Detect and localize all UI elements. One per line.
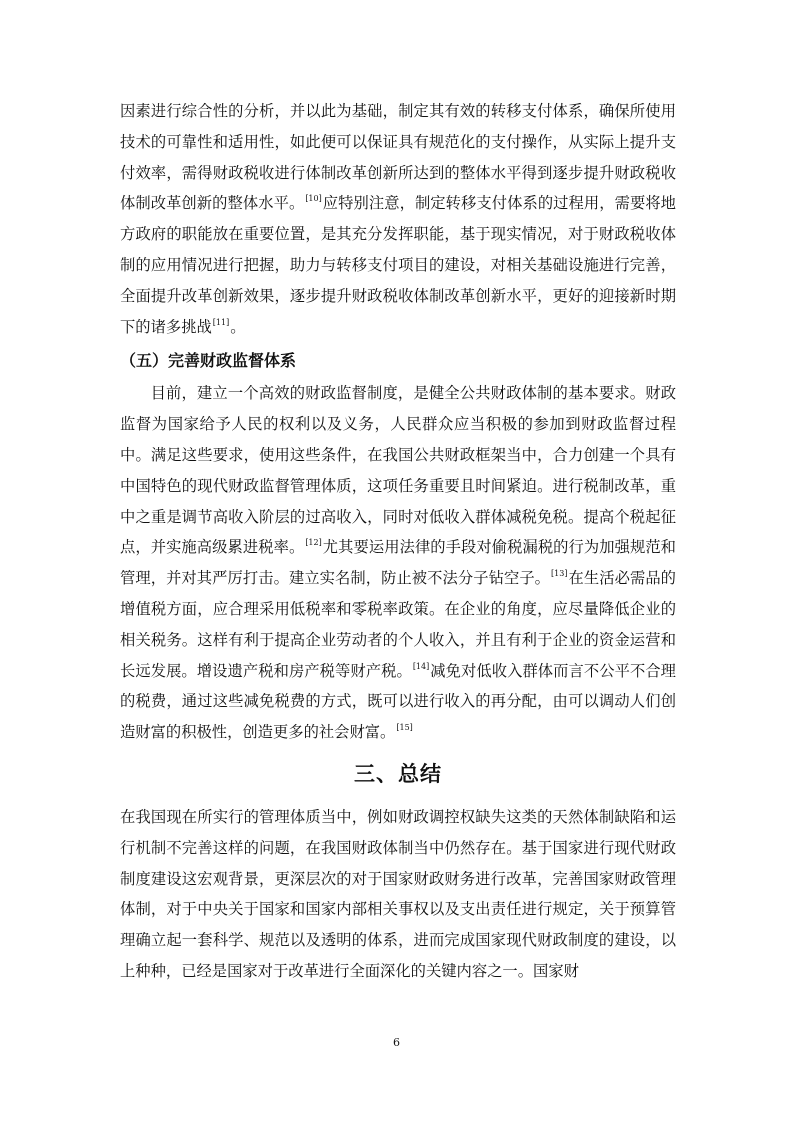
paragraph-summary: 在我国现在所实行的管理体质当中，例如财政调控权缺失这类的天然体制缺陷和运行机制不完善这样的问题，在我国财政体制当中仍然存在。基于国家进行现代财政制度建设这宏观背景，更深层次的对于国家财政财务进行改革，完善国家财政管理体制，对于中央关于国家和国家内部相关事权以及支出责任进行规定，关于预算管理确立起一套科学、规范以及透明的体系，进而完成国家现代财政制度的建设，以上种种，已经是国家对于改革进行全面深化的关键内容之一。国家财 xyxy=(120,807,676,980)
citation-15: [15] xyxy=(396,723,413,733)
citation-10: [10] xyxy=(305,194,322,204)
paragraph-transfer-payment xyxy=(120,96,676,342)
section-heading: 三、总结 xyxy=(354,761,442,786)
paragraph-text: 应特别注意，制定转移支付体系的过程用，需要将地方政府的职能放在重要位置，是其充分发挥职能，基于现实情况，对于财政税收体制的应用情况进行把握，助力与转移支付项目的建设，对相关基础设施进行完善，全面提升改革创新效果，逐步提升财政税收体制改革创新水平，更好的迎接新时期下的诸多挑战 xyxy=(120,194,676,336)
citation-13: [13] xyxy=(551,569,568,579)
citation-11: [11] xyxy=(212,317,230,327)
paragraph-text: 目前，建立一个高效的财政监督制度，是健全公共财政体制的基本要求。财政监督为国家给予人民的权利以及义务，人民群众应当积极的参加到财政监督过程中。满足这些要求，使用这些条件，在我国公共财政框架当中，合力创建一个具有中国特色的现代财政监督管理体质，这项任务重要且时间紧迫。进行税制改革，重中之重是调节高收入阶层的过高收入，同时对低收入群体减税免税。提高个税起征点，并实施高级累进税率。 xyxy=(120,384,676,557)
subsection-heading: （五）完善财政监督体系 xyxy=(120,351,297,371)
paragraph-text: 尤其要运用法律的手段对偷税漏税的行为加强规范和管理，并对其严厉打击。建立实名制，防止被不法分子钻空子。 xyxy=(120,538,676,588)
citation-14: [14] xyxy=(412,661,430,671)
paragraph-text: 。 xyxy=(230,317,246,336)
citation-12: [12] xyxy=(305,538,322,548)
page-number: 6 xyxy=(393,1036,400,1049)
page-content xyxy=(120,96,676,987)
paragraph-fiscal-supervision xyxy=(120,378,676,748)
paragraph-text: 在生活必需品的增值税方面，应合理采用低税率和零税率政策。在企业的角度，应尽量降低企业的相关税务。这样有利于提高企业劳动者的个人收入，并且有利于企业的资金运营和长远发展。增设遗产税和房产税等财产税。 xyxy=(120,569,676,680)
paragraph-text: 减免对低收入群体而言不公平不合理的税费，通过这些减免税费的方式，既可以进行收入的再分配，由可以调动人们创造财富的积极性，创造更多的社会财富。 xyxy=(120,661,676,742)
paragraph-text: 因素进行综合性的分析，并以此为基础，制定其有效的转移支付体系，确保所使用技术的可靠性和适用性，如此便可以保证具有规范化的支付操作，从实际上提升支付效率，需得财政税收进行体制改革创新所达到的整体水平得到逐步提升财政税收体制改革创新的整体水平。 xyxy=(120,102,676,213)
